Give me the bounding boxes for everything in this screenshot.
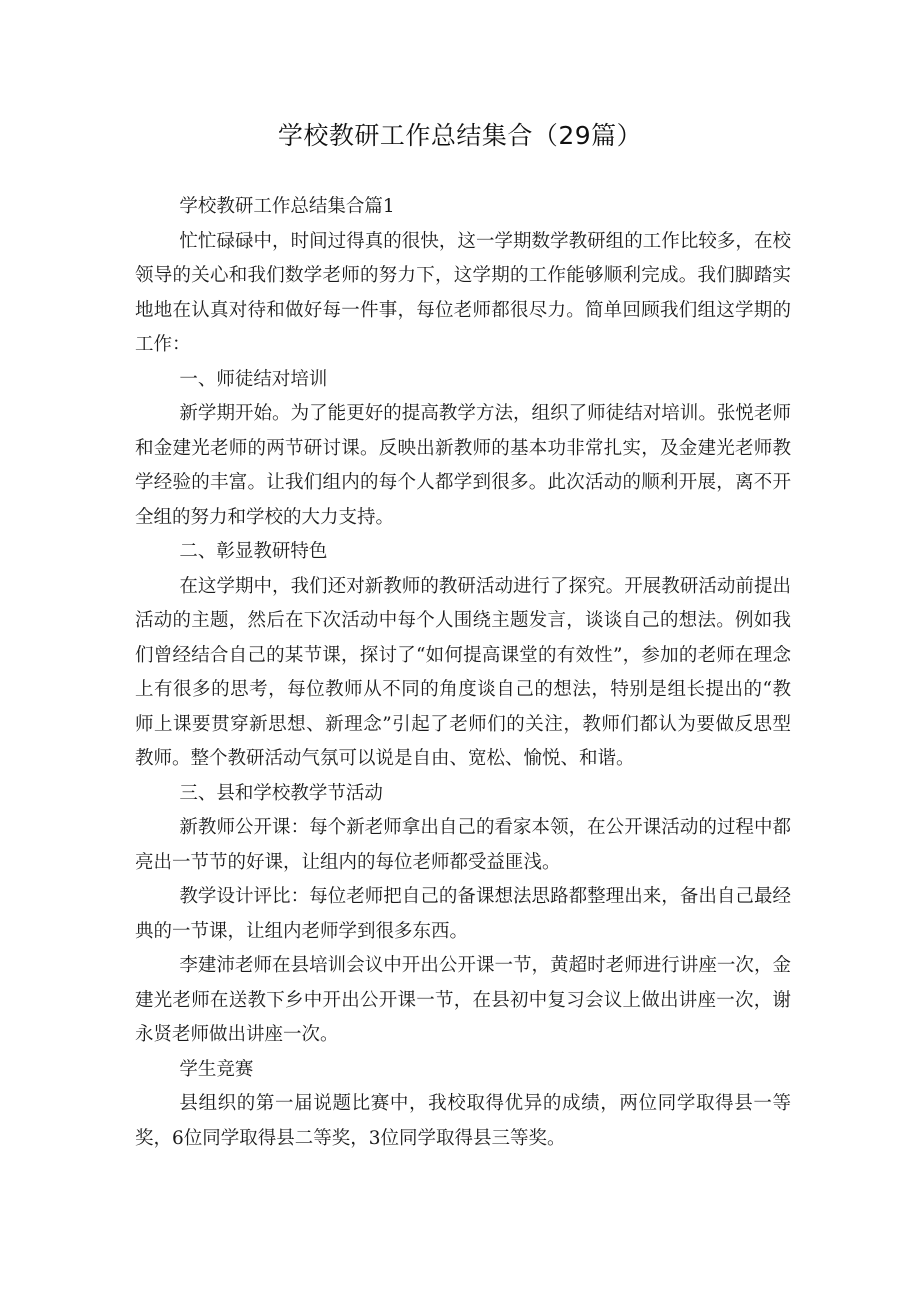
paragraph-mentor-training: 新学期开始。为了能更好的提高教学方法，组织了师徒结对培训。张悦老师和金建光老师的两节研讨课。反映出新教师的基本功非常扎实，及金建光老师教学经验的丰富。让我们组内的每个人都学到很多。此次活动的顺利开展，离不开全组的努力和学校的大力支持。: [135, 403, 791, 528]
paragraph-design-contest: 教学设计评比：每位老师把自己的备课想法思路都整理出来，备出自己最经典的一节课，让组内老师学到很多东西。: [135, 886, 791, 942]
paragraph-research-features: 在这学期中，我们还对新教师的教研活动进行了探究。开展教研活动前提出活动的主题，然后在下次活动中每个人围绕主题发言，谈谈自己的想法。例如我们曾经结合自己的某节课，探讨了“如何提高课堂的有效性”，参加的老师在理念上有很多的思考，每位教师从不同的角度谈自己的想法，特别是组长提出的“教师上课要贯穿新思想、新理念”引起了老师们的关注，教师们都认为要做反思型教师。整个教研活动气氛可以说是自由、宽松、愉悦、和谐。: [135, 575, 791, 769]
paragraph-open-class: 新教师公开课：每个新老师拿出自己的看家本领，在公开课活动的过程中都亮出一节节的好课，让组内的每位老师都受益匪浅。: [135, 817, 791, 873]
heading-student-competition: 学生竞赛: [179, 1058, 254, 1080]
paragraph-student-competition: 县组织的第一届说题比赛中，我校取得优异的成绩，两位同学取得县一等奖，6位同学取得县二等奖，3位同学取得县三等奖。: [135, 1093, 791, 1149]
paragraph-intro: 忙忙碌碌中，时间过得真的很快，这一学期数学教研组的工作比较多，在校领导的关心和我们数学老师的努力下，这学期的工作能够顺利完成。我们脚踏实地地在认真对待和做好每一件事，每位老师都很尽力。简单回顾我们组这学期的工作：: [135, 230, 791, 355]
document-title: 学校教研工作总结集合（29篇）: [277, 121, 643, 150]
document-body: [135, 190, 791, 1156]
paragraph-lectures: 李建沛老师在县培训会议中开出公开课一节，黄超时老师进行讲座一次，金建光老师在送教下乡中开出公开课一节，在县初中复习会议上做出讲座一次，谢永贤老师做出讲座一次。: [135, 955, 791, 1045]
heading-mentor-training: 一、师徒结对培训: [179, 368, 328, 390]
heading-teaching-festival: 三、县和学校教学节活动: [179, 782, 383, 804]
section-title: 学校教研工作总结集合篇1: [179, 196, 395, 217]
heading-research-features: 二、彰显教研特色: [179, 541, 328, 562]
